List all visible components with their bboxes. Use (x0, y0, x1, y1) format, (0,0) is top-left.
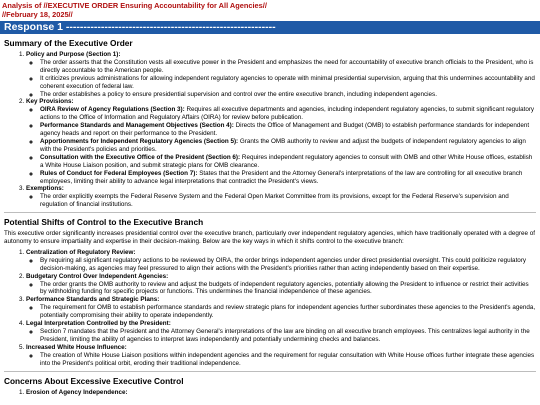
bullet-lead: Performance Standards and Management Objectives (Section 4): (40, 122, 234, 130)
bullet-item (40, 59, 536, 75)
section-heading-summary: Summary of the Executive Order (4, 38, 133, 48)
bullet-text: The order establishes a policy to ensure presidential supervision and control over the entire executive branch, including independent agencies. (40, 90, 437, 98)
bullet-list (26, 352, 536, 368)
bullet-lead: Consultation with the Executive Office of the President (Section 6): (40, 153, 241, 161)
bullet-item (40, 304, 536, 320)
bullet-text: By requiring all significant regulatory actions to be reviewed by OIRA, the order brings independent agencies under direct presidential oversight. This could politicize regulatory decision-making, as agencies may feel pressured to align their actions with the President's priorities rather than acting independently based on their expertise. (40, 256, 527, 272)
section-heading-concerns: Concerns About Excessive Executive Control (4, 375, 184, 386)
list-item (26, 344, 536, 368)
bullet-item (40, 154, 536, 170)
list-item (26, 273, 536, 297)
list-item-label: Increased White House Influence: (26, 343, 127, 351)
bullet-item (40, 91, 536, 99)
bullet-item (40, 281, 536, 297)
bullet-list (26, 328, 536, 344)
bullet-list (26, 304, 536, 320)
bullet-item (40, 138, 536, 154)
bullet-text: States that the President and the Attorney General's interpretations of the law are controlling for all executive branch employees, limiting their ability to advance legal interpretations that contradict the President's views. (40, 169, 523, 185)
bullet-text: Requires independent regulatory agencies to consult with OMB and other White House offices, establish a White House Liaison position, and submit strategic plans for OMB clearance. (40, 153, 533, 169)
list-item-label: Performance Standards and Strategic Plans: (26, 296, 160, 304)
list-item (26, 320, 536, 344)
list-item-label: Policy and Purpose (Section 1): (26, 51, 121, 58)
list-item-label: Exemptions: (26, 185, 64, 193)
shifts-list (4, 249, 536, 368)
bullet-text: The creation of White House Liaison positions within independent agencies and the requirement for regular consultation with White House offices further integrate these agencies into the President's political orbit, eroding their traditional independence. (40, 351, 535, 367)
bullet-lead: OIRA Review of Agency Regulations (Section 3): (40, 106, 185, 114)
list-item (26, 296, 536, 320)
bullet-list (26, 59, 536, 99)
bullet-item (40, 75, 536, 91)
bullet-lead: Rules of Conduct for Federal Employees (Section 7): (40, 169, 198, 177)
bullet-text: The order asserts that the Constitution vests all executive power in the President and emphasizes the need for accountability of executive branch officials to the President, who is directly accountable to the American people. (40, 58, 534, 74)
response-header-bar: Response 1 ------------------------------------------------------------ (0, 21, 540, 34)
bullet-text: Directs the Office of Management and Budget (OMB) to establish performance standards for independent agency heads and report on their performance to the President. (40, 122, 530, 138)
bullet-item (40, 328, 536, 344)
bullet-list (26, 193, 536, 209)
list-item (26, 98, 536, 185)
bullet-item (40, 170, 536, 186)
bullet-text: Section 7 mandates that the President and the Attorney General's interpretations of the law are binding on all executive branch employees. This centralizes legal authority in the President, limiting the ability of agencies to interpret laws independently and potentially undermining checks and balances. (40, 328, 530, 343)
bullet-text: It criticizes previous administrations for allowing independent regulatory agencies to operate with minimal presidential supervision, arguing that this undermines accountability and coherent execution of federal law. (40, 74, 535, 90)
document-title: Analysis of //EXECUTIVE ORDER Ensuring Accountability for All Agencies// (2, 1, 267, 10)
bullet-item (40, 106, 536, 122)
list-item (26, 185, 536, 209)
list-item (26, 51, 536, 98)
bullet-item (40, 193, 536, 209)
document-date: //February 18, 2025// (2, 10, 73, 19)
document-body (0, 38, 540, 396)
list-item-label: Legal Interpretation Controlled by the President: (26, 320, 171, 328)
bullet-list (26, 257, 536, 273)
list-item (26, 389, 536, 397)
list-item (26, 249, 536, 273)
section-heading-shifts: Potential Shifts of Control to the Executive Branch (4, 217, 204, 228)
bullet-item (40, 352, 536, 368)
section-divider (4, 212, 536, 213)
list-item-label: Budgetary Control Over Independent Agencies: (26, 272, 169, 280)
bullet-text: Requires all executive departments and agencies, including independent regulatory agencies, to submit significant regulatory actions to the Office of Information and Regulatory Affairs (OIRA) for review before publication. (40, 106, 535, 122)
summary-list (4, 51, 536, 209)
bullet-item (40, 122, 536, 138)
bullet-list (26, 106, 536, 185)
bullet-item (40, 257, 536, 273)
list-item-label: Erosion of Agency Independence: (26, 388, 128, 396)
bullet-text: The order explicitly exempts the Federal Reserve System and the Federal Open Market Committee from its provisions, except for the Federal Reserve's supervision and regulation of financial institutions. (40, 193, 509, 209)
list-item-label: Centralization of Regulatory Review: (26, 248, 136, 256)
concerns-list (4, 389, 536, 397)
shifts-intro-paragraph: This executive order significantly increases presidential control over the executive branch, particularly over independent regulatory agencies, which have traditionally operated with a degree of autonomy to ensure impartiality and expertise in their decision-making. Below are the key ways in which it shifts control to the executive branch: (4, 230, 535, 246)
bullet-lead: Apportionments for Independent Regulatory Agencies (Section 5): (40, 137, 239, 145)
bullet-text: Grants the OMB authority to review and adjust the budgets of independent regulatory agencies to align with the President's policies and priorities. (40, 137, 526, 153)
bullet-text: The requirement for OMB to establish performance standards and review strategic plans for independent agencies further subordinates these agencies to the President's agenda, potentially compromising their ability to operate independently. (40, 304, 536, 320)
section-divider (4, 371, 536, 372)
bullet-list (26, 281, 536, 297)
document-header (0, 0, 540, 19)
list-item-label: Key Provisions: (26, 98, 74, 106)
bullet-text: The order grants the OMB authority to review and adjust the budgets of independent regulatory agencies, potentially allowing the President to influence or restrict their activities by withholding funding for specific projects or functions. This undermines the financial independence of these agencies. (40, 280, 529, 296)
